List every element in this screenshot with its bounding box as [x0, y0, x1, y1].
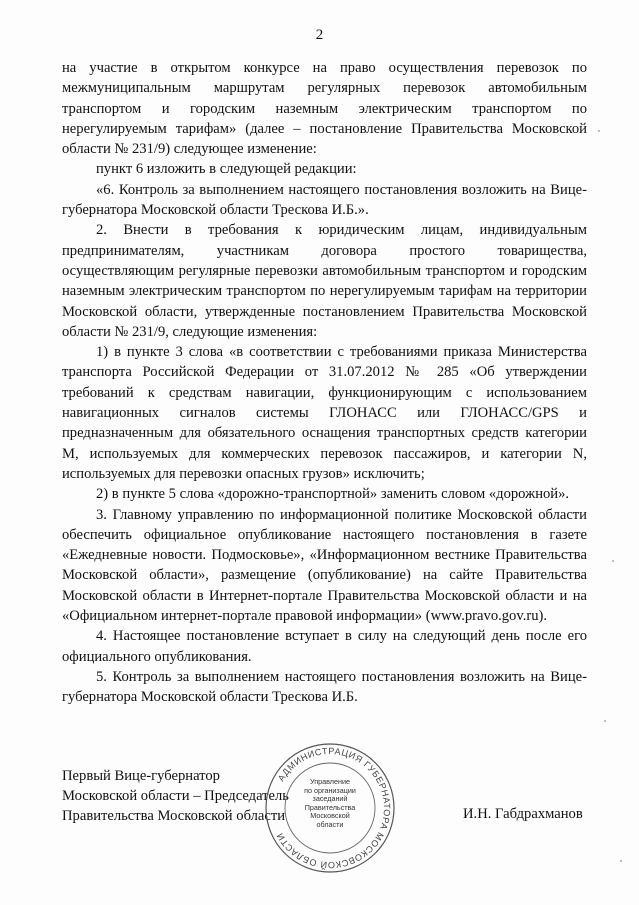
seal-inner-line: Правительства: [304, 802, 356, 812]
paragraph: 1) в пункте 3 слова «в соответствии с требованиями приказа Министерства транспорта Российской Федерации от 31.07.2012 № 285 «Об утверждении требований к средствам навигации, функционирующим с использованием навигационных сигналов системы ГЛОНАСС или ГЛОНАСС/GPS и предназначенным для обязательного оснащения транспортных средств категории M, используемых для коммерческих перевозок пассажиров, и категории N, используемых для перевозки опасных грузов» исключить;: [62, 344, 587, 482]
scan-speck: [620, 860, 622, 862]
page-number: 2: [315, 27, 324, 43]
seal-inner-line: Московской: [310, 811, 350, 821]
scan-speck: [604, 720, 606, 722]
scan-speck: [612, 560, 614, 562]
signer-title-line-2: Московской области – Председатель: [62, 788, 289, 804]
signer-title-line-1: Первый Вице-губернатор: [62, 768, 220, 784]
seal-inner-line: Управление: [310, 777, 350, 786]
paragraph: «6. Контроль за выполнением настоящего постановления возложить на Вице-губернатора Московской области Трескова И.Б.».: [62, 181, 587, 219]
scan-speck: [598, 130, 600, 132]
seal-ring-text: АДМИНИСТРАЦИЯ ГУБЕРНАТОРА МОСКОВСКОЙ ОБЛАСТИ: [274, 745, 393, 871]
seal-inner-line: по организации: [304, 785, 356, 795]
document-body: [62, 58, 587, 708]
paragraph: пункт 6 изложить в следующей редакции:: [96, 161, 357, 178]
paragraph: 2) в пункте 5 слова «дорожно-транспортной» заменить словом «дорожной».: [96, 486, 570, 503]
seal-inner-line: области: [316, 819, 344, 829]
paragraph: на участие в открытом конкурсе на право осуществления перевозок по межмуниципальным маршрутам регулярных перевозок автомобильным транспортом и городским наземным электрическим транспортом по нерегулируемым тарифам» (далее – постановление Правительства Московской области № 231/9) следующее изменение:: [62, 60, 587, 158]
signer-title-line-3: Правительства Московской области: [62, 808, 286, 824]
paragraph: 3. Главному управлению по информационной политике Московской области обеспечить официальное опубликование настоящего постановления в газете «Ежедневные новости. Подмосковье», «Информационном вестнике Правительства Московской области», размещение (опубликование) на сайте Правительства Московской области в Интернет-портале Правительства Московской области и на «Официальном интернет-портале правовой информации» (www.pravo.gov.ru).: [62, 506, 587, 625]
signer-name: И.Н. Габдрахманов: [463, 806, 583, 822]
seal-inner-text: [298, 778, 362, 830]
seal-inner-line: заседаний: [312, 794, 348, 804]
paragraph: 4. Настоящее постановление вступает в силу на следующий день после его официального опубликования.: [62, 628, 587, 665]
paragraph: 5. Контроль за выполнением настоящего постановления возложить на Вице-губернатора Московской области Трескова И.Б.: [62, 668, 587, 706]
official-seal-stamp: [262, 740, 398, 876]
paragraph: 2. Внести в требования к юридическим лицам, индивидуальным предпринимателям, участникам договора простого товарищества, осуществляющим регулярные перевозки автомобильным транспортом и городским наземным электрическим транспортом по нерегулируемым тарифам на территории Московской области, утвержденные постановлением Правительства Московской области № 231/9, следующие изменения:: [62, 222, 587, 340]
